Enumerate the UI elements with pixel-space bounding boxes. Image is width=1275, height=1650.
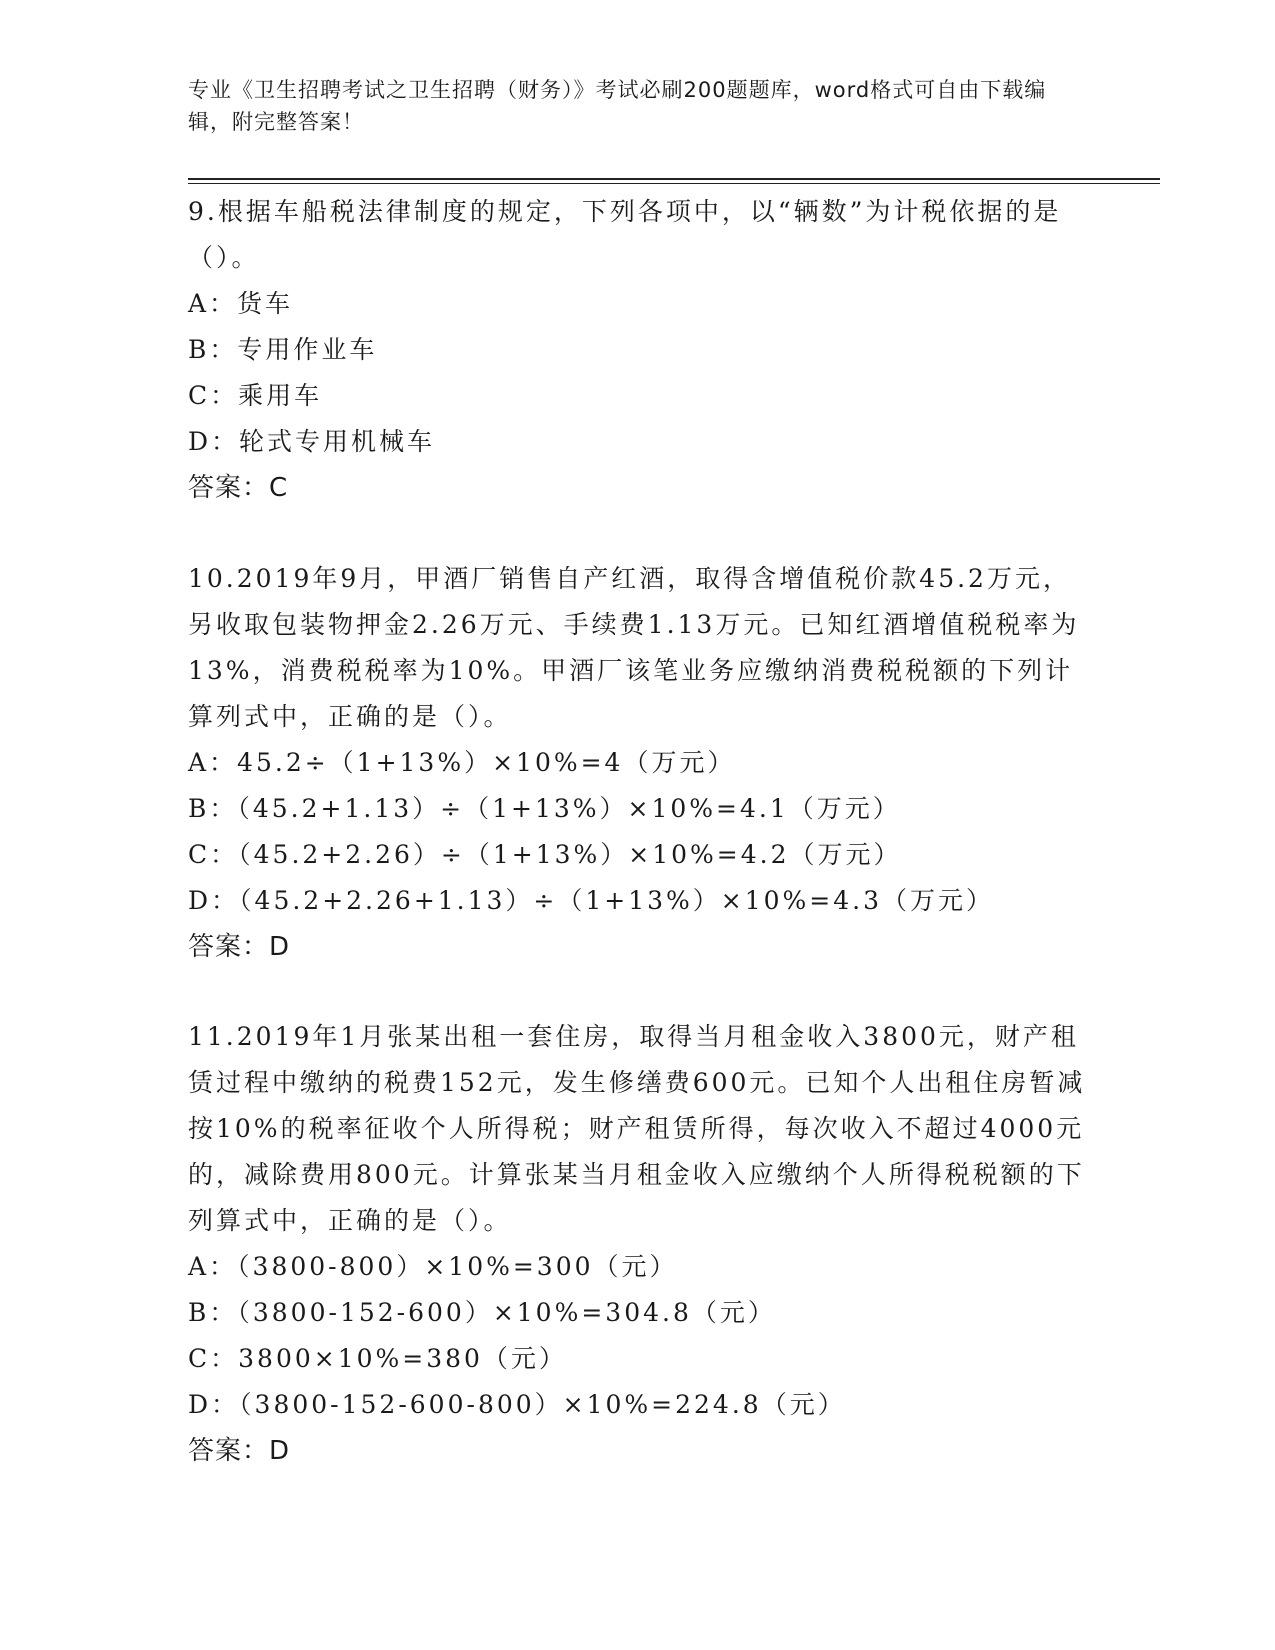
question-stem: 11.2019年1月张某出租一套住房，取得当月租金收入3800元，财产租赁过程中缴纳的税费152元，发生修缮费600元。已知个人出租住房暂减按10%的税率征收个人所得税；财产租赁所得，每次收入不超过4000元的，减除费用800元。计算张某当月租金收入应缴纳个人所得税税额的下列算式中，正确的是（）。 — [188, 1022, 1086, 1235]
question-11 — [188, 1014, 1088, 1474]
question-9 — [188, 189, 1088, 511]
option-d: D：（45.2+2.26+1.13）÷（1+13%）×10%=4.3（万元） — [188, 886, 995, 915]
header-divider-thin — [188, 183, 1160, 184]
option-b: B：（3800-152-600）×10%=304.8（元） — [188, 1298, 776, 1327]
option-b: B：专用作业车 — [188, 335, 378, 364]
option-a: A：45.2÷（1+13%）×10%=4（万元） — [188, 748, 736, 777]
document-header: 专业《卫生招聘考试之卫生招聘（财务）》考试必刷200题题库，word格式可自由下载编辑，附完整答案！ — [188, 78, 1047, 134]
option-d: D：（3800-152-600-800）×10%=224.8（元） — [188, 1390, 846, 1419]
header-divider-thick — [188, 178, 1160, 180]
answer: 答案：D — [188, 932, 291, 962]
question-10 — [188, 556, 1088, 970]
option-a: A：（3800-800）×10%=300（元） — [188, 1252, 678, 1281]
option-b: B：（45.2+1.13）÷（1+13%）×10%=4.1（万元） — [188, 794, 901, 823]
option-c: C：乘用车 — [188, 381, 323, 410]
answer: 答案：D — [188, 1436, 291, 1466]
option-c: C：3800×10%=380（元） — [188, 1344, 567, 1373]
option-d: D：轮式专用机械车 — [188, 427, 436, 456]
option-a: A：货车 — [188, 289, 294, 318]
option-c: C：（45.2+2.26）÷（1+13%）×10%=4.2（万元） — [188, 840, 902, 869]
question-stem: 9.根据车船税法律制度的规定，下列各项中，以“辆数”为计税依据的是（）。 — [188, 197, 1062, 272]
question-stem: 10.2019年9月，甲酒厂销售自产红酒，取得含增值税价款45.2万元，另收取包装物押金2.26万元、手续费1.13万元。已知红酒增值税税率为13%，消费税税率为10%。甲酒厂该笔业务应缴纳消费税税额的下列计算列式中，正确的是（）。 — [188, 564, 1080, 731]
answer: 答案：C — [188, 473, 289, 503]
